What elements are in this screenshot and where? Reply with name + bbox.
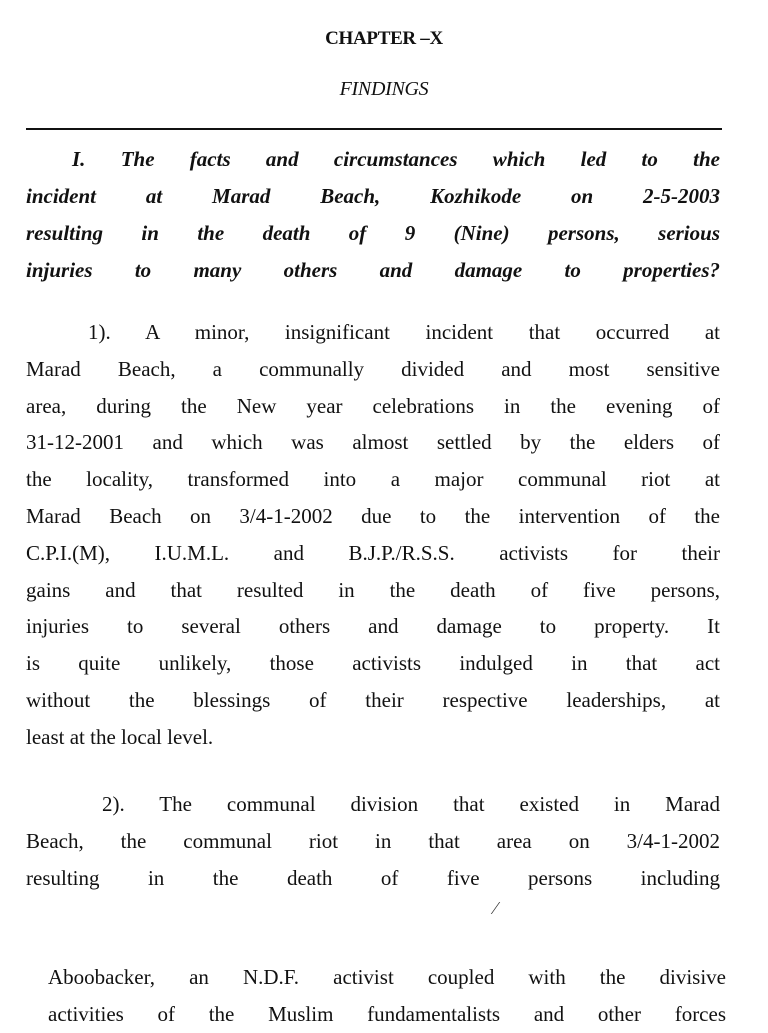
paragraph-line: least at the local level. [26,724,214,749]
paragraph-2 [26,786,720,896]
paragraph-line: Marad Beach on 3/4-1-2002 due to the intervention of the [26,503,720,528]
question-line: I. The facts and circumstances which led to the [72,147,720,171]
finding-question [26,141,720,289]
paragraph-line: Marad Beach, a communally divided and most sensitive [26,356,720,381]
question-line: injuries to many others and damage to properties? [26,258,720,282]
paragraph-line: the locality, transformed into a major communal riot at [26,467,720,492]
paragraph-1 [26,314,720,756]
chapter-heading: CHAPTER –X [325,28,443,49]
paragraph-line: Beach, the communal riot in that area on 3/4-1-2002 [26,828,720,853]
paragraph-line: gains and that resulted in the death of five persons, [26,577,720,602]
paragraph-line: resulting in the death of five persons including [26,865,720,890]
paragraph-line: C.P.I.(M), I.U.M.L. and B.J.P./R.S.S. activists for their [26,540,720,565]
paragraph-line: area, during the New year celebrations in the evening of [26,393,720,418]
question-line: incident at Marad Beach, Kozhikode on 2-5-2003 [26,184,720,208]
heading-divider [26,128,722,130]
paragraph-line: is quite unlikely, those activists indulged in that act [26,651,720,676]
question-line: resulting in the death of 9 (Nine) persons, serious [26,221,720,245]
paragraph-line: Aboobacker, an N.D.F. activist coupled with the divisive [48,965,726,989]
paragraph-line: activities of the Muslim fundamentalists and other forces [48,1001,726,1026]
stray-scan-mark: ⁄ [494,898,498,918]
paragraph-line: injuries to several others and damage to property. It [26,614,720,639]
paragraph-line: without the blessings of their respective leaderships, at [26,687,720,712]
paragraph-line: 1). A minor, insignificant incident that occurred at [88,320,720,344]
paragraph-3 [48,959,726,1033]
paragraph-line: 31-12-2001 and which was almost settled by the elders of [26,430,720,455]
paragraph-line: 2). The communal division that existed in Marad [102,792,720,816]
section-title: FINDINGS [339,78,429,100]
